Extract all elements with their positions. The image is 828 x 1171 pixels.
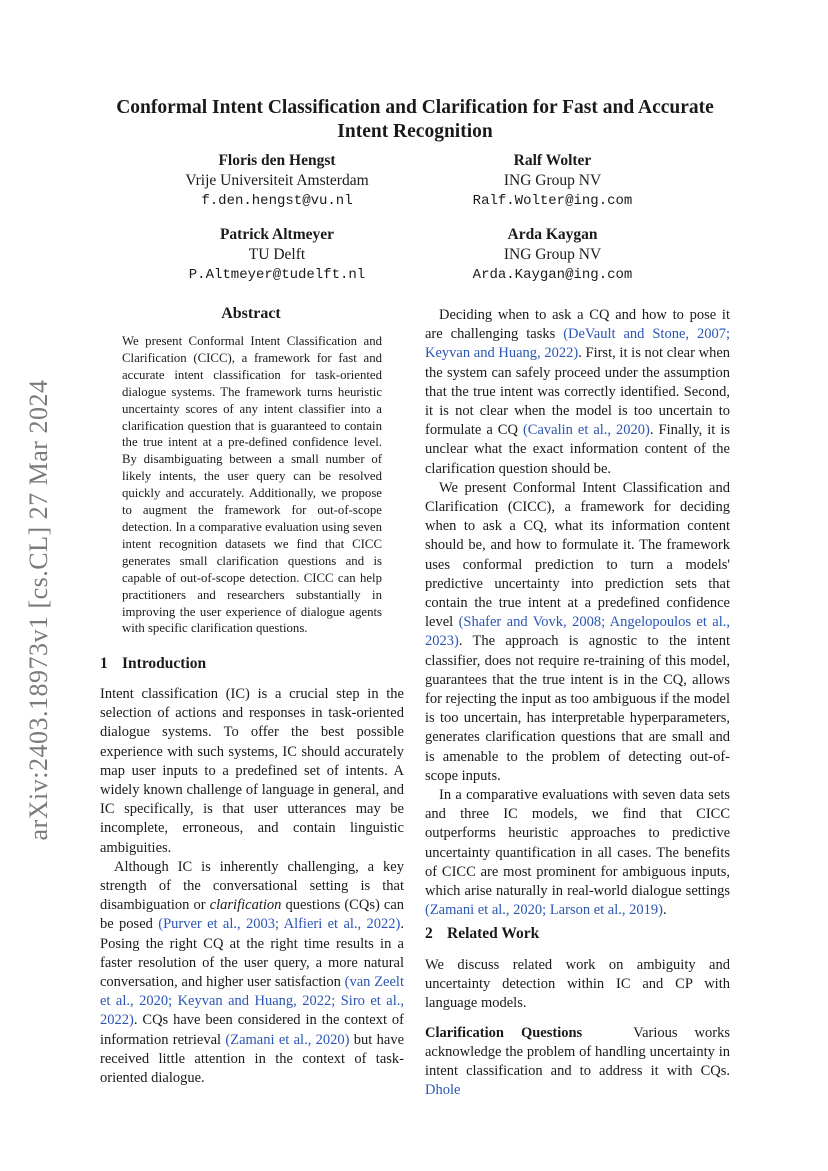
section-number: 2 — [425, 925, 433, 942]
abstract-heading: Abstract — [221, 305, 281, 322]
paragraph-heading: Clarification Questions — [425, 1024, 583, 1041]
citation-link[interactable]: Dhole — [425, 1082, 461, 1099]
arxiv-sidebar-stamp — [14, 365, 64, 855]
arxiv-identifier: arXiv:2403.18973v1 [cs.CL] 27 Mar 2024 — [24, 379, 53, 841]
section-heading-introduction — [100, 655, 206, 673]
citation-link[interactable]: (Shafer and Vovk, 2008; Angelopoulos et al., 2023) — [425, 614, 730, 650]
intro-paragraph-4: We present Conformal Intent Classification and Clarification (CICC), a framework for deciding when to ask a CQ, what its information content should be, and how to formulate it. The framework uses conformal prediction to turn a models' predictive uncertainty into prediction sets that contain the true intent at a predefined confidence level (Shafer and Vovk, 2008; Angelopoulos et al., 2023). The approach is agnostic to the intent classifier, does not require re-training of this model, guarantees that the true intent is in the CQ, allows for rejecting the input as too ambiguous if the model is too uncertain, has interpretable hyperparameters, generates clarification questions that are small and is amenable to the problem of detecting out-of-scope inputs. — [425, 479, 730, 784]
intro-paragraph-3: Deciding when to ask a CQ and how to pose it are challenging tasks (DeVault and Stone, 2007; Keyvan and Huang, 2022). First, it is not clear when the system can safely proceed under the assumption that the true intent was correctly identified. Second, it is not clear when the model is too uncertain to formulate a CQ (Cavalin et al., 2020). Finally, it is unclear what the exact information content of the clarification question should be. — [425, 307, 731, 477]
author-email[interactable]: Arda.Kaygan@ing.com — [472, 267, 633, 283]
author-name: Arda Kaygan — [507, 226, 598, 243]
author-email[interactable]: Ralf.Wolter@ing.com — [472, 193, 633, 209]
section-title: Introduction — [122, 655, 207, 672]
intro-paragraph-5: In a comparative evaluations with seven data sets and three IC models, we find that CICC outperforms heuristic approaches to predictive uncertainty quantification in all cases. The benefits of CICC are most prominent for ambiguous inputs, which arise naturally in real-world dialogue settings (Zamani et al., 2020; Larson et al., 2019). — [425, 787, 730, 919]
author-affiliation: ING Group NV — [503, 172, 602, 189]
citation-link[interactable]: (DeVault and Stone, 2007; Keyvan and Huang, 2022) — [425, 326, 730, 362]
citation-link[interactable]: (Purver et al., 2003; Alfieri et al., 2022) — [158, 916, 401, 933]
intro-paragraph-1: Intent classification (IC) is a crucial step in the selection of actions and responses in task-oriented dialogue systems. To offer the best possible experience with such systems, IC should accurately map user inputs to a predefined set of intents. A widely known challenge of language in general, and IC specifically, is that user utterances may be incomplete, erroneous, and contain linguistic ambiguities. — [100, 686, 404, 856]
author-block-1 — [140, 151, 414, 211]
author-affiliation: ING Group NV — [503, 246, 602, 263]
author-block-3 — [140, 225, 414, 285]
related-paragraph-2: Clarification Questions Various works acknowledge the problem of handling uncertainty in intent classification and to address it with CQs. Dhole — [425, 1024, 730, 1099]
author-block-4 — [415, 225, 690, 285]
citation-link[interactable]: (Zamani et al., 2020; Larson et al., 2019) — [425, 902, 663, 919]
author-name: Ralf Wolter — [513, 152, 592, 169]
left-column-body — [100, 685, 404, 1088]
author-block-2 — [415, 151, 690, 211]
abstract-body — [122, 333, 382, 637]
author-affiliation: Vrije Universiteit Amsterdam — [185, 172, 369, 189]
author-email[interactable]: P.Altmeyer@tudelft.nl — [188, 267, 366, 283]
section-heading-related-work — [425, 925, 539, 943]
author-email[interactable]: f.den.hengst@vu.nl — [201, 193, 353, 209]
related-work-body — [425, 956, 730, 1100]
related-paragraph-1: We discuss related work on ambiguity and uncertainty detection within IC and CP with language models. — [425, 957, 730, 1012]
citation-link[interactable]: (van Zeelt et al., 2020; Keyvan and Huang, 2022; Siro et al., 2022) — [100, 974, 404, 1029]
paper-title: Conformal Intent Classification and Clarification for Fast and Accurate Intent Recognition — [116, 97, 714, 142]
intro-paragraph-2: Although IC is inherently challenging, a key strength of the conversational setting is that disambiguation or clarification questions (CQs) can be posed (Purver et al., 2003; Alfieri et al., 2022). Posing the right CQ at the right time results in a faster resolution of the user query, a more natural conversation, and higher user satisfaction (van Zeelt et al., 2020; Keyvan and Huang, 2022; Siro et al., 2022). CQs have been considered in the context of information retrieval (Zamani et al., 2020) but have received little attention in the context of task-oriented dialogue. — [100, 858, 404, 1087]
abstract-text: We present Conformal Intent Classification and Clarification (CICC), a framework for fast and accurate intent classification for task-oriented dialogue systems. The framework turns heuristic uncertainty scores of any intent classifier into a clarification question that is guaranteed to contain the true intent at a pre-defined confidence level. By disambiguating between a small number of likely intents, the user query can be resolved quickly and accurately. Additionally, we propose to augment the framework for out-of-scope detection. In a comparative evaluation using seven intent recognition datasets we find that CICC generates small clarification questions and is capable of out-of-scope detection. CICC can help practitioners and researchers substantially in improving the user experience of dialogue agents with specific clarification questions. — [122, 334, 382, 636]
citation-link[interactable]: (Cavalin et al., 2020) — [522, 422, 650, 439]
citation-link[interactable]: (Zamani et al., 2020) — [225, 1031, 350, 1048]
section-number: 1 — [100, 655, 108, 672]
author-name: Floris den Hengst — [218, 152, 336, 169]
author-name: Patrick Altmeyer — [219, 226, 335, 243]
section-title: Related Work — [447, 925, 540, 942]
right-column-body — [425, 306, 730, 921]
author-affiliation: TU Delft — [248, 246, 306, 263]
